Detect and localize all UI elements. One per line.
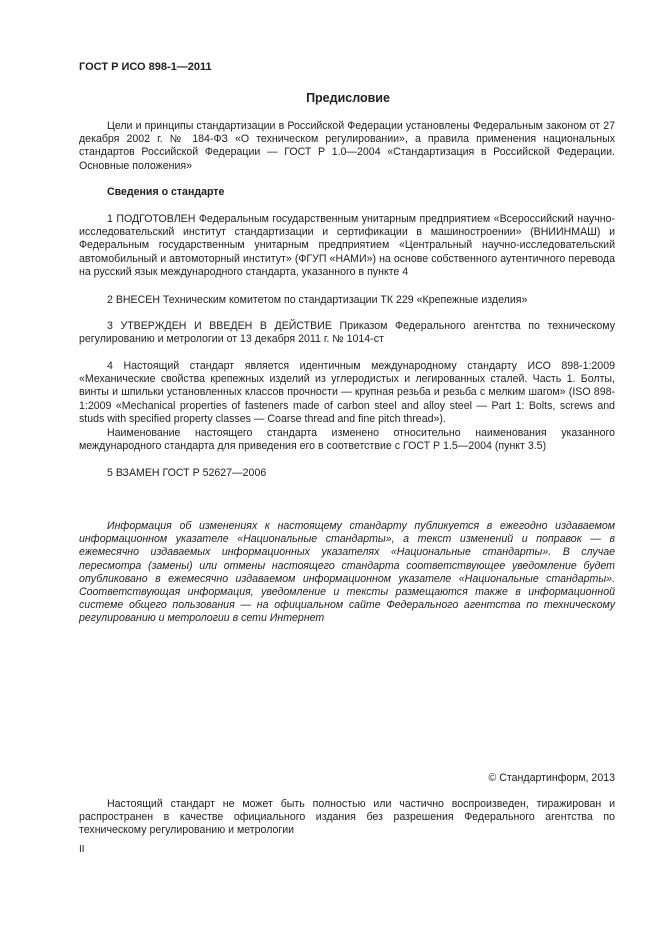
- section-subheading: Сведения о стандарте: [107, 186, 225, 198]
- reproduction-notice: Настоящий стандарт не может быть полностью или частично воспроизведен, тиражирован и распространен в качестве официального издания без разрешения Федерального агентства по техническому регулированию и метрологии: [79, 798, 615, 837]
- page-title: Предисловие: [306, 91, 390, 105]
- intro-paragraph: Цели и принципы стандартизации в Российской Федерации установлены Федеральным законом от 27 декабря 2002 г. № 184-ФЗ «О техническом регулировании», а правила применения национальных стандартов Российской Федерации — ГОСТ Р 1.0—2004 «Стандартизация в Российской Федерации. Основные положения»: [79, 120, 615, 172]
- item-2-paragraph: 2 ВНЕСЕН Техническим комитетом по стандартизации ТК 229 «Крепежные изделия»: [107, 294, 528, 306]
- document-header: ГОСТ Р ИСО 898-1—2011: [79, 61, 212, 73]
- item-1-paragraph: 1 ПОДГОТОВЛЕН Федеральным государственным унитарным предприятием «Всероссийский научно-исследовательский институт стандартизации и сертификации в машиностроении» (ВНИИНМАШ) и Федеральным государственным унитарным предприятием «Центральный научно-исследовательский автомобильный и автомоторный институт» (ФГУП «НАМИ») на основе собственного аутентичного перевода на русский язык международного стандарта, указанного в пункте 4: [79, 213, 615, 278]
- information-notice: Информация об изменениях к настоящему стандарту публикуется в ежегодно издаваемом информационном указателе «Национальные стандарты», а текст изменений и поправок — в ежемесячно издаваемых информационных указателях «Национальные стандарты». В случае пересмотра (замены) или отмены настоящего стандарта соответствующее уведомление будет опубликовано в ежемесячно издаваемом информационном указателе «Национальные стандарты». Соответствующая информация, уведомление и тексты размещаются также в информационной системе общего пользования — на официальном сайте Федерального агентства по техническому регулированию и метрологии в сети Интернет: [79, 520, 615, 625]
- item-4-paragraph: 4 Настоящий стандарт является идентичным международному стандарту ИСО 898-1:2009 «Механические свойства крепежных изделий из углеродистых и легированных сталей. Часть 1. Болты, винты и шпильки установленных классов прочности — крупная резьба и резьба с мелким шагом» (ISO 898-1:2009 «Mechanical properties of fasteners made of carbon steel and alloy steel — Part 1: Bolts, screws and studs with specified property classes — Coarse thread and fine pitch thread»).: [79, 360, 615, 425]
- item-4-rename-paragraph: Наименование настоящего стандарта изменено относительно наименования указанного международного стандарта для приведения его в соответствие с ГОСТ Р 1.5—2004 (пункт 3.5): [79, 427, 615, 453]
- item-3-paragraph: 3 УТВЕРЖДЕН И ВВЕДЕН В ДЕЙСТВИЕ Приказом Федерального агентства по техническому регулированию и метрологии от 13 декабря 2011 г. № 1014-ст: [79, 320, 615, 346]
- page-number: II: [79, 844, 85, 855]
- item-5-paragraph: 5 ВЗАМЕН ГОСТ Р 52627—2006: [107, 467, 267, 479]
- copyright-line: © Стандартинформ, 2013: [488, 772, 615, 784]
